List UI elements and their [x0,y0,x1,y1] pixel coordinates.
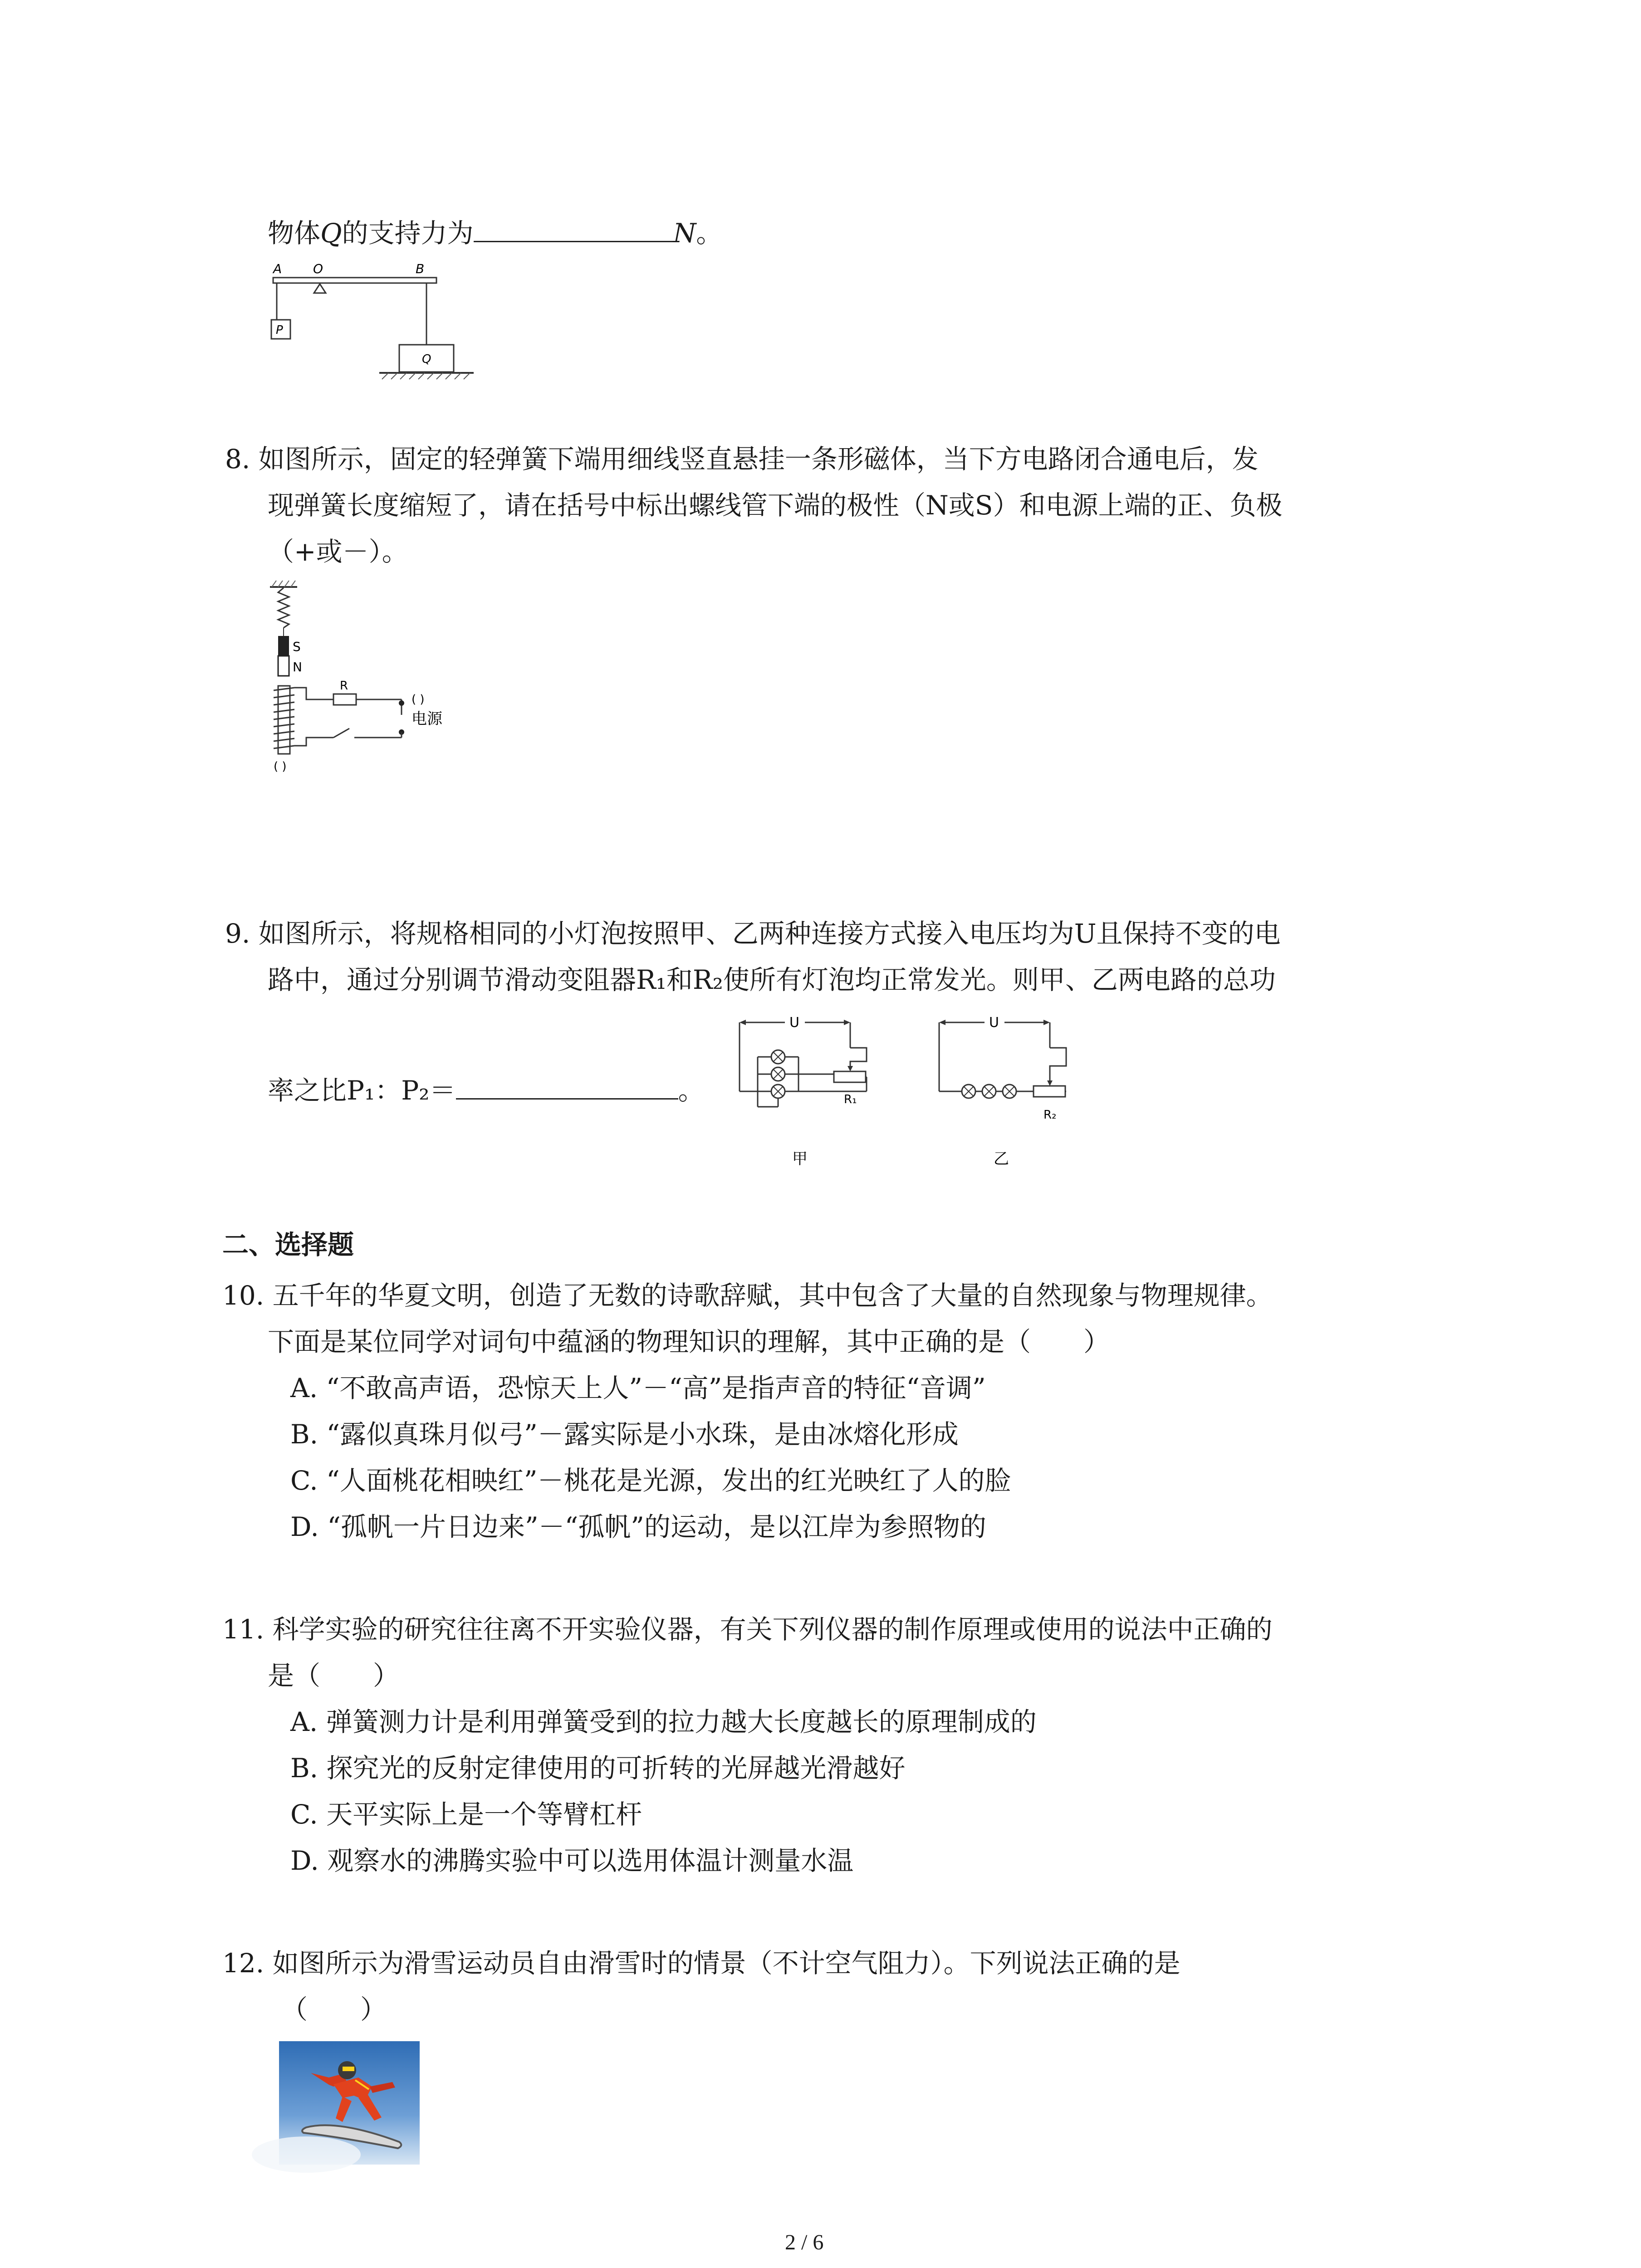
q7-period: 。 [696,218,723,249]
q9-answer-blank[interactable] [456,1098,678,1100]
q8-label-s: S [293,639,301,654]
q8-magnet-n-end [278,656,289,676]
q8-electromagnet-figure [265,581,465,780]
q9-circuit-jia [740,1015,867,1168]
q8-power-terminal-top [399,700,404,706]
q10-option-d[interactable]: D. “孤帆一片日边来”－“孤帆”的运动，是以江岸为参照物的 [290,1511,986,1542]
q7-fulcrum [314,284,326,293]
q7-text-mid: 的支持力为 [342,218,474,249]
q8-bracket-top[interactable]: ( ) [411,693,425,706]
q8-line2: 现弹簧长度缩短了，请在括号中标出螺线管下端的极性（N或S）和电源上端的正、负极 [268,490,1283,521]
q8-line3: （+或－）。 [268,536,408,567]
q8-label-r: R [340,679,348,693]
q7-label-o: O [313,261,323,276]
q8-bracket-bottom[interactable]: ( ) [274,760,287,773]
q10-line1: 10. 五千年的华夏文明，创造了无数的诗歌辞赋，其中包含了大量的自然现象与物理规律。 [222,1280,1273,1311]
q7-unit: N [673,218,696,249]
q9-bulb-icon [982,1085,996,1098]
q9-rheostat-r2 [1034,1086,1065,1097]
q9-label-u2: U [989,1015,999,1031]
q8-switch [333,728,349,738]
q10-line2: 下面是某位同学对词句中蕴涵的物理知识的理解，其中正确的是（ ） [268,1326,1110,1357]
q8-line1: 8. 如图所示，固定的轻弹簧下端用细线竖直悬挂一条形磁体，当下方电路闭合通电后，发 [225,444,1259,474]
q9-bulb-icon [771,1085,785,1098]
q7-var-q: Q [320,218,342,249]
q7-lever-bar [273,278,436,283]
section-heading: 二、选择题 [222,1229,354,1260]
q9-bulb-icon [962,1085,975,1098]
q9-bulb-icon [771,1067,785,1081]
q10-option-a[interactable]: A. “不敢高声语，恐惊天上人”－“高”是指声音的特征“音调” [290,1373,986,1403]
q9-line3 [268,1075,705,1107]
q9-line2: 路中，通过分别调节滑动变阻器R₁和R₂使所有灯泡均正常发光。则甲、乙两电路的总功 [268,964,1276,995]
q9-ratio-text: 率之比P₁：P₂＝ [268,1075,456,1106]
q11-option-c[interactable]: C. 天平实际上是一个等臂杠杆 [290,1799,642,1830]
q11-option-a[interactable]: A. 弹簧测力计是利用弹簧受到的拉力越大长度越长的原理制成的 [290,1706,1037,1737]
q9-bulb-icon [771,1050,785,1064]
q7-line [268,218,722,249]
q7-text-start: 物体 [268,218,321,249]
q12-line1: 12. 如图所示为滑雪运动员自由滑雪时的情景（不计空气阻力）。下列说法正确的是 [222,1948,1181,1979]
q9-line1: 9. 如图所示，将规格相同的小灯泡按照甲、乙两种连接方式接入电压均为U且保持不变的电 [225,918,1281,949]
q9-rheostat-r1 [834,1071,866,1082]
q9-period: 。 [678,1075,705,1106]
q10-option-b[interactable]: B. “露似真珠月似弓”－露实际是小水珠，是由冰熔化形成 [290,1419,959,1450]
q11-option-d[interactable]: D. 观察水的沸腾实验中可以选用体温计测量水温 [290,1845,854,1876]
q8-power-label: 电源 [411,710,442,728]
q9-label-u1: U [789,1015,799,1031]
q8-label-n: N [293,660,302,675]
q8-spring [278,588,289,628]
q7-label-b: B [416,261,425,276]
q9-label-yi: 乙 [994,1150,1009,1168]
q7-lever-figure [263,259,481,386]
q10-option-c[interactable]: C. “人面桃花相映红”－桃花是光源，发出的红光映红了人的脸 [290,1465,1011,1496]
q11-option-b[interactable]: B. 探究光的反射定律使用的可折转的光屏越光滑越好 [290,1753,906,1784]
q7-label-p: P [276,323,283,337]
q11-line2: 是（ ） [268,1660,400,1691]
q7-label-q: Q [422,352,431,366]
q9-circuit-yi [939,1015,1066,1168]
q9-label-r2: R₂ [1043,1108,1057,1122]
q9-label-jia: 甲 [792,1150,808,1168]
q12-snowboarder-image [279,2041,420,2165]
q8-solenoid-coil [274,688,294,748]
q9-circuit-figure [735,1016,1143,1179]
page-number: 2 / 6 [785,2230,824,2254]
q9-label-r1: R₁ [844,1093,857,1106]
q8-magnet-s-end [278,636,289,656]
q7-label-a: A [273,261,282,276]
q8-resistor [333,694,356,705]
q11-line1: 11. 科学实验的研究往往离不开实验仪器，有关下列仪器的制作原理或使用的说法中正确的 [222,1614,1273,1645]
q7-answer-blank[interactable] [474,241,673,242]
q9-bulb-icon [1003,1085,1016,1098]
q12-line2: （ ） [281,1994,387,2025]
